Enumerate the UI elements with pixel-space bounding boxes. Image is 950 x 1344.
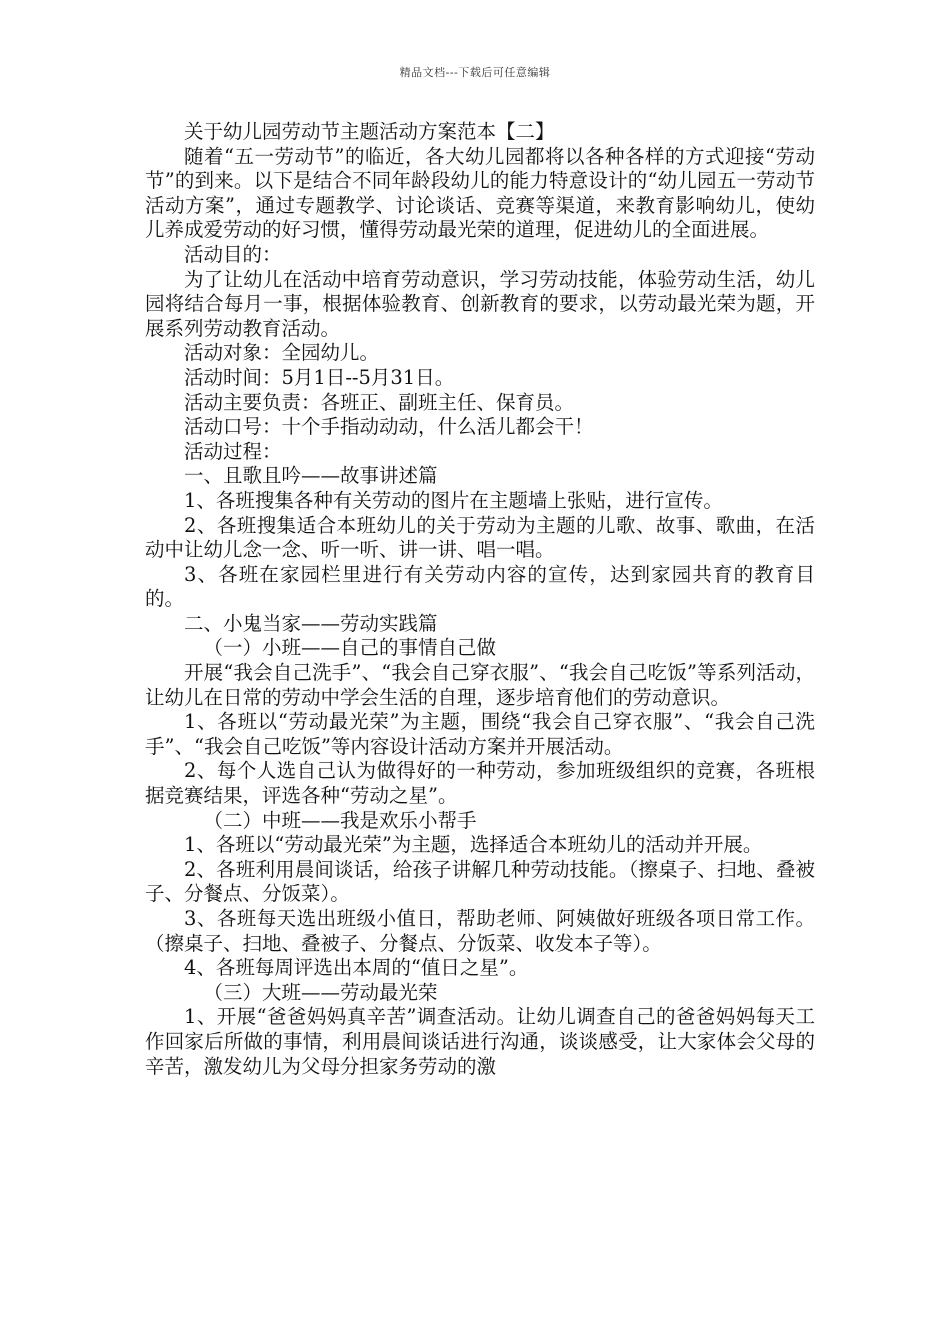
paragraph: 一、且歌且吟——故事讲述篇 bbox=[184, 464, 438, 488]
paragraph: 活动目的： bbox=[184, 242, 282, 266]
paragraph: 2、每个人选自己认为做得好的一种劳动，参加班级组织的竞赛，各班根据竞赛结果，评选各种“劳动之星”。 bbox=[145, 759, 815, 808]
paragraph: 活动口号：十个手指动动动，什么活儿都会干！ bbox=[184, 415, 594, 439]
paragraph: 1、各班以“劳动最光荣”为主题，选择适合本班幼儿的活动并开展。 bbox=[184, 833, 763, 857]
paragraph: （一）小班——自己的事情自己做 bbox=[203, 636, 497, 660]
paragraph: 二、小鬼当家——劳动实践篇 bbox=[184, 611, 438, 635]
paragraph: 2、各班搜集适合本班幼儿的关于劳动为主题的儿歌、故事、歌曲，在活动中让幼儿念一念、听一听、讲一讲、唱一唱。 bbox=[145, 513, 815, 562]
paragraph: （三）大班——劳动最光荣 bbox=[203, 980, 438, 1004]
paragraph: 4、各班每周评选出本周的“值日之星”。 bbox=[184, 956, 529, 980]
paragraph: 活动主要负责：各班正、副班主任、保育员。 bbox=[184, 390, 575, 414]
paragraph: 活动过程： bbox=[184, 439, 282, 463]
paragraph: 3、各班每天选出班级小值日，帮助老师、阿姨做好班级各项日常工作。（擦桌子、扫地、叠被子、分餐点、分饭菜、收发本子等）。 bbox=[145, 907, 815, 955]
paragraph: 开展“我会自己洗手”、“我会自己穿衣服”、“我会自己吃饭”等系列活动，让幼儿在日常的劳动中学会生活的自理，逐步培育他们的劳动意识。 bbox=[145, 661, 815, 709]
paragraph: 为了让幼儿在活动中培育劳动意识，学习劳动技能，体验劳动生活，幼儿园将结合每月一事，根据体验教育、创新教育的要求，以劳动最光荣为题，开展系列劳动教育活动。 bbox=[145, 267, 815, 340]
document-body bbox=[145, 120, 815, 1079]
paragraph: 3、各班在家园栏里进行有关劳动内容的宣传，达到家园共育的教育目的。 bbox=[145, 562, 815, 611]
paragraph: （二）中班——我是欢乐小帮手 bbox=[203, 808, 477, 832]
document-title: 关于幼儿园劳动节主题活动方案范本【二】 bbox=[184, 120, 555, 143]
paragraph: 活动时间：5月1日--5月31日。 bbox=[184, 365, 455, 389]
paragraph: 1、各班以“劳动最光荣”为主题，围绕“我会自己穿衣服”、“我会自己洗手”、“我会自己吃饭”等内容设计活动方案并开展活动。 bbox=[145, 710, 815, 758]
paragraph: 1、开展“爸爸妈妈真辛苦”调查活动。让幼儿调查自己的爸爸妈妈每天工作回家后所做的事情，利用晨间谈话进行沟通，谈谈感受，让大家体会父母的辛苦，激发幼儿为父母分担家务劳动的激 bbox=[145, 1005, 815, 1078]
paragraph: 2、各班利用晨间谈话，给孩子讲解几种劳动技能。（擦桌子、扫地、叠被子、分餐点、分饭菜）。 bbox=[145, 857, 815, 906]
paragraph: 随着“五一劳动节”的临近，各大幼儿园都将以各种各样的方式迎接“劳动节”的到来。以下是结合不同年龄段幼儿的能力特意设计的“幼儿园五一劳动节活动方案”，通过专题教学、讨论谈话、竞赛等渠道，来教育影响幼儿，使幼儿养成爱劳动的好习惯，懂得劳动最光荣的道理，促进幼儿的全面进展。 bbox=[145, 144, 815, 242]
page-header: 精品文档---下载后可任意编辑 bbox=[399, 66, 551, 79]
paragraph: 活动对象：全园幼儿。 bbox=[184, 341, 380, 365]
paragraph: 1、各班搜集各种有关劳动的图片在主题墙上张贴，进行宣传。 bbox=[184, 488, 723, 512]
